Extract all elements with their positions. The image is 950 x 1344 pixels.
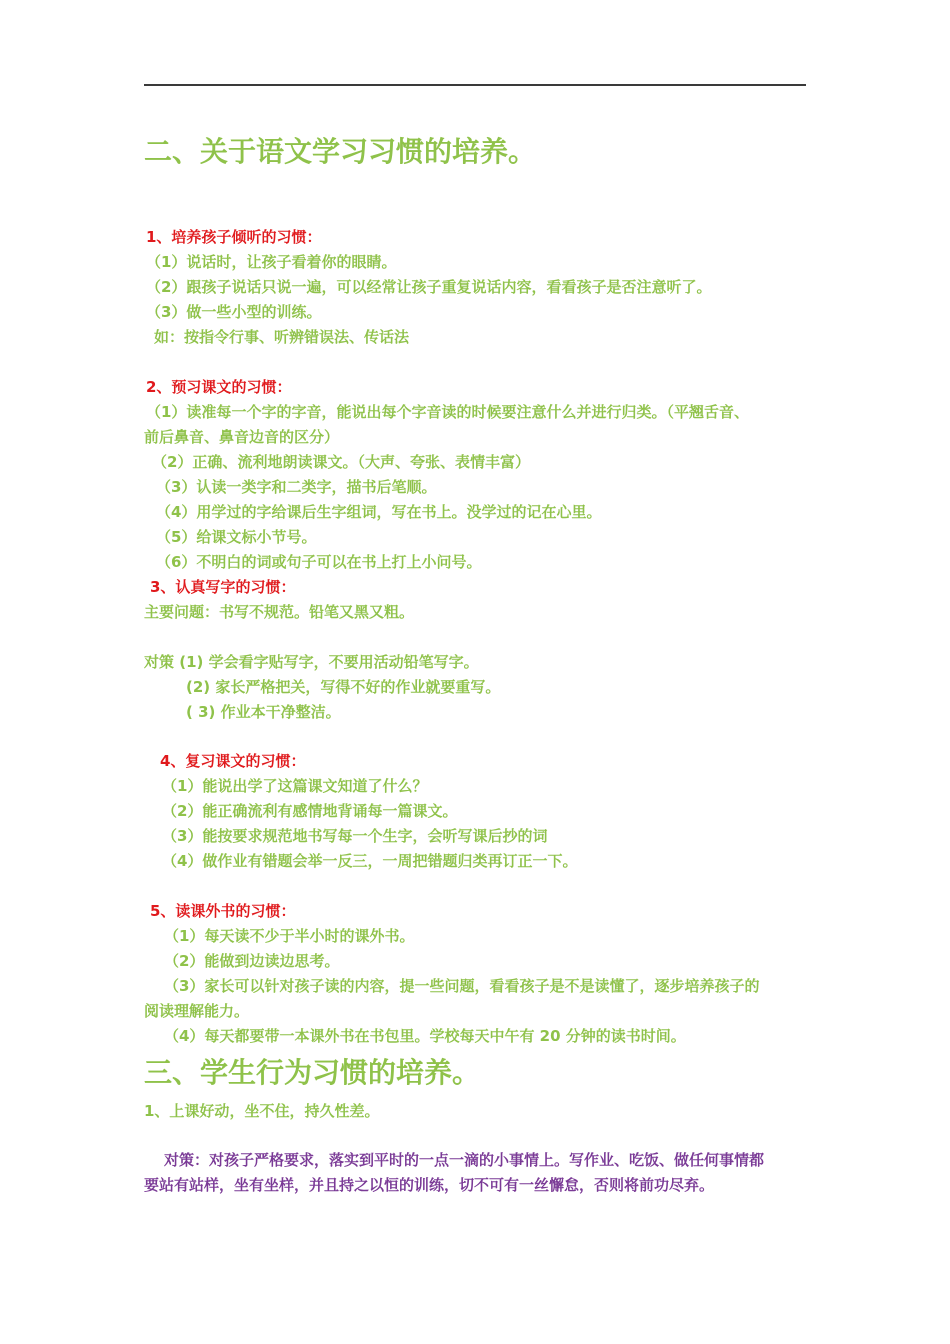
s3-countermeasure-3: ( 3) 作业本干净整洁。: [186, 703, 341, 721]
s1-line-2: （2）跟孩子说话只说一遍，可以经常让孩子重复说话内容，看看孩子是否注意听了。: [146, 278, 712, 296]
s2-line-2: （2）正确、流利地朗读课文。（大声、夸张、表情丰富）: [152, 453, 530, 471]
section-2-title: 二、关于语文学习习惯的培养。: [144, 135, 537, 168]
s5-line-2: （2）能做到边读边思考。: [164, 952, 340, 970]
s4-line-1: （1）能说出学了这篇课文知道了什么？: [162, 777, 428, 795]
s3-problem: 主要问题：书写不规范。铅笔又黑又粗。: [144, 603, 415, 621]
s3-heading: 3、认真写字的习惯：: [150, 578, 296, 596]
s1-line-3: （3）做一些小型的训练。: [146, 303, 322, 321]
s2-line-3: （3）认读一类字和二类字，描书后笔顺。: [156, 478, 437, 496]
s2-heading: 2、预习课文的习惯：: [146, 378, 292, 396]
countermeasure-line-1: 对策：对孩子严格要求，落实到平时的一点一滴的小事情上。写作业、吃饭、做任何事情都: [164, 1151, 765, 1169]
s5-heading: 5、读课外书的习惯：: [150, 902, 296, 920]
s5-line-3b: 阅读理解能力。: [144, 1002, 250, 1020]
countermeasure-line-2: 要站有站样，坐有坐样，并且持之以恒的训练，切不可有一丝懈怠，否则将前功尽弃。: [144, 1176, 715, 1194]
s4-line-4: （4）做作业有错题会举一反三，一周把错题归类再订正一下。: [162, 852, 578, 870]
s2-line-6: （6）不明白的词或句子可以在书上打上小问号。: [156, 553, 482, 571]
s5-line-1: （1）每天读不少于半小时的课外书。: [164, 927, 415, 945]
s5-line-3a: （3）家长可以针对孩子读的内容，提一些问题，看看孩子是不是读懂了，逐步培养孩子的: [164, 977, 760, 995]
s3-countermeasure-2: (2) 家长严格把关，写得不好的作业就要重写。: [186, 678, 501, 696]
s1-line-4: 如：按指令行事、听辨错误法、传话法: [154, 328, 410, 346]
s2-line-1b: 前后鼻音、鼻音边音的区分）: [144, 428, 340, 446]
s2-line-5: （5）给课文标小节号。: [156, 528, 317, 546]
s2-line-4: （4）用学过的字给课后生字组词，写在书上。没学过的记在心里。: [156, 503, 602, 521]
s2-line-1a: （1）读准每一个字的字音，能说出每个字音读的时候要注意什么并进行归类。（平翘舌音、: [146, 403, 749, 421]
s4-line-3: （3）能按要求规范地书写每一个生字，会听写课后抄的词: [162, 827, 548, 845]
s4-heading: 4、复习课文的习惯：: [160, 752, 306, 770]
s1-heading: 1、培养孩子倾听的习惯：: [146, 228, 322, 246]
section-3-title: 三、学生行为习惯的培养。: [144, 1056, 481, 1089]
s1-line-1: （1）说话时，让孩子看着你的眼睛。: [146, 253, 397, 271]
header-divider: [144, 84, 806, 86]
s3b-item-1: 1、上课好动，坐不住，持久性差。: [144, 1102, 380, 1120]
s5-line-4: （4）每天都要带一本课外书在书包里。学校每天中午有 20 分钟的读书时间。: [164, 1027, 686, 1045]
s4-line-2: （2）能正确流利有感情地背诵每一篇课文。: [162, 802, 458, 820]
s3-countermeasure-1: 对策 (1) 学会看字贴写字，不要用活动铅笔写字。: [144, 653, 479, 671]
